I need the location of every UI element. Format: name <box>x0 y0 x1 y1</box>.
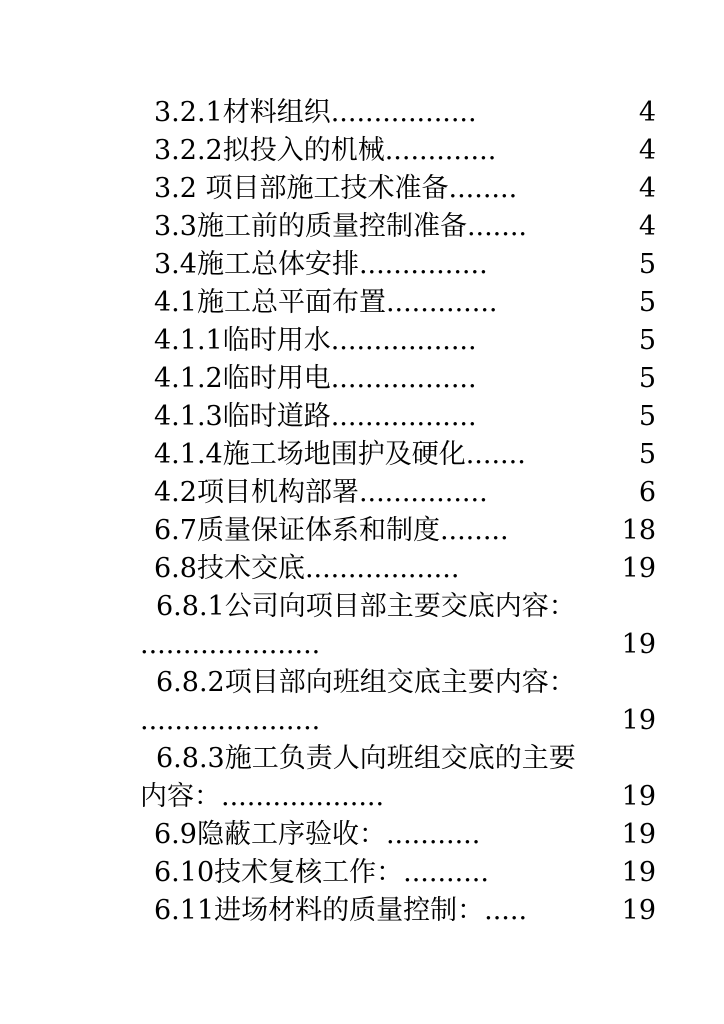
toc-entry-page: 5 <box>638 439 656 470</box>
toc-entry-page: 19 <box>621 895 656 926</box>
toc-entry[interactable] <box>156 741 658 777</box>
toc-entry-title: 3.2.2拟投入的机械............. <box>154 135 497 166</box>
toc-entry-title: 6.8技术交底.................. <box>154 553 460 584</box>
toc-entry-page: 4 <box>638 173 656 204</box>
toc-entry-title: 6.7质量保证体系和制度........ <box>154 515 509 546</box>
toc-entry-title: 6.8.1公司向项目部主要交底内容： <box>156 591 576 622</box>
toc-entry[interactable] <box>154 361 656 397</box>
toc-entry[interactable] <box>154 133 656 169</box>
toc-entry-page: 19 <box>621 553 656 584</box>
toc-entry-title: 3.2.1材料组织................. <box>154 97 477 128</box>
toc-entry-title: 4.2项目机构部署............... <box>154 477 488 508</box>
toc-entry-continuation[interactable] <box>140 703 656 739</box>
toc-entry-leader: ..................... <box>140 629 321 660</box>
toc-entry[interactable] <box>154 285 656 321</box>
toc-entry-page: 5 <box>638 325 656 356</box>
toc-entry-title: 4.1.3临时道路................. <box>154 401 477 432</box>
toc-entry[interactable] <box>154 817 656 853</box>
toc-entry-page: 5 <box>638 401 656 432</box>
toc-entry-title: 3.4施工总体安排............... <box>154 249 488 280</box>
toc-entry[interactable] <box>154 513 656 549</box>
toc-entry[interactable] <box>154 399 656 435</box>
toc-entry-title: 6.8.2项目部向班组交底主要内容： <box>156 667 576 698</box>
toc-entry-title: 6.10技术复核工作：.......... <box>154 857 489 888</box>
toc-entry[interactable] <box>156 589 658 625</box>
toc-entry-continuation[interactable] <box>140 627 656 663</box>
toc-entry-page: 5 <box>638 363 656 394</box>
toc-entry-page: 4 <box>638 211 656 242</box>
toc-entry-title: 3.3施工前的质量控制准备....... <box>154 211 528 242</box>
toc-entry-title: 3.2 项目部施工技术准备........ <box>154 173 518 204</box>
toc-entry-page: 19 <box>621 819 656 850</box>
toc-entry-title: 6.8.3施工负责人向班组交底的主要 <box>156 743 576 774</box>
toc-entry-leader: ..................... <box>140 705 321 736</box>
toc-entry[interactable] <box>154 247 656 283</box>
toc-entry-title: 4.1.1临时用水................. <box>154 325 477 356</box>
toc-entry[interactable] <box>154 209 656 245</box>
toc-entry-page: 19 <box>621 781 656 812</box>
toc-entry-title: 4.1施工总平面布置............. <box>154 287 498 318</box>
toc-entry[interactable] <box>156 665 658 701</box>
toc-entry-page: 4 <box>638 97 656 128</box>
toc-entry[interactable] <box>154 171 656 207</box>
toc-entry[interactable] <box>154 893 656 929</box>
toc-entry[interactable] <box>154 855 656 891</box>
toc-entry[interactable] <box>154 437 656 473</box>
toc-entry-title: 内容：................... <box>140 781 385 812</box>
toc-entry-title: 6.9隐蔽工序验收：........... <box>154 819 481 850</box>
toc-entry-page: 19 <box>621 705 656 736</box>
toc-entry-title: 4.1.2临时用电................. <box>154 363 477 394</box>
toc-entry[interactable] <box>154 551 656 587</box>
toc-entry-page: 5 <box>638 249 656 280</box>
toc-entry-continuation[interactable] <box>140 779 656 815</box>
toc-entry-title: 6.11进场材料的质量控制：..... <box>154 895 528 926</box>
toc-entry-page: 18 <box>621 515 656 546</box>
toc-entry-page: 19 <box>621 857 656 888</box>
toc-entry-title: 4.1.4施工场地围护及硬化....... <box>154 439 526 470</box>
toc-entry[interactable] <box>154 95 656 131</box>
toc-entry-page: 6 <box>638 477 656 508</box>
toc-entry[interactable] <box>154 323 656 359</box>
toc-entry-page: 19 <box>621 629 656 660</box>
toc-entry[interactable] <box>154 475 656 511</box>
toc-entry-page: 5 <box>638 287 656 318</box>
toc-entry-page: 4 <box>638 135 656 166</box>
